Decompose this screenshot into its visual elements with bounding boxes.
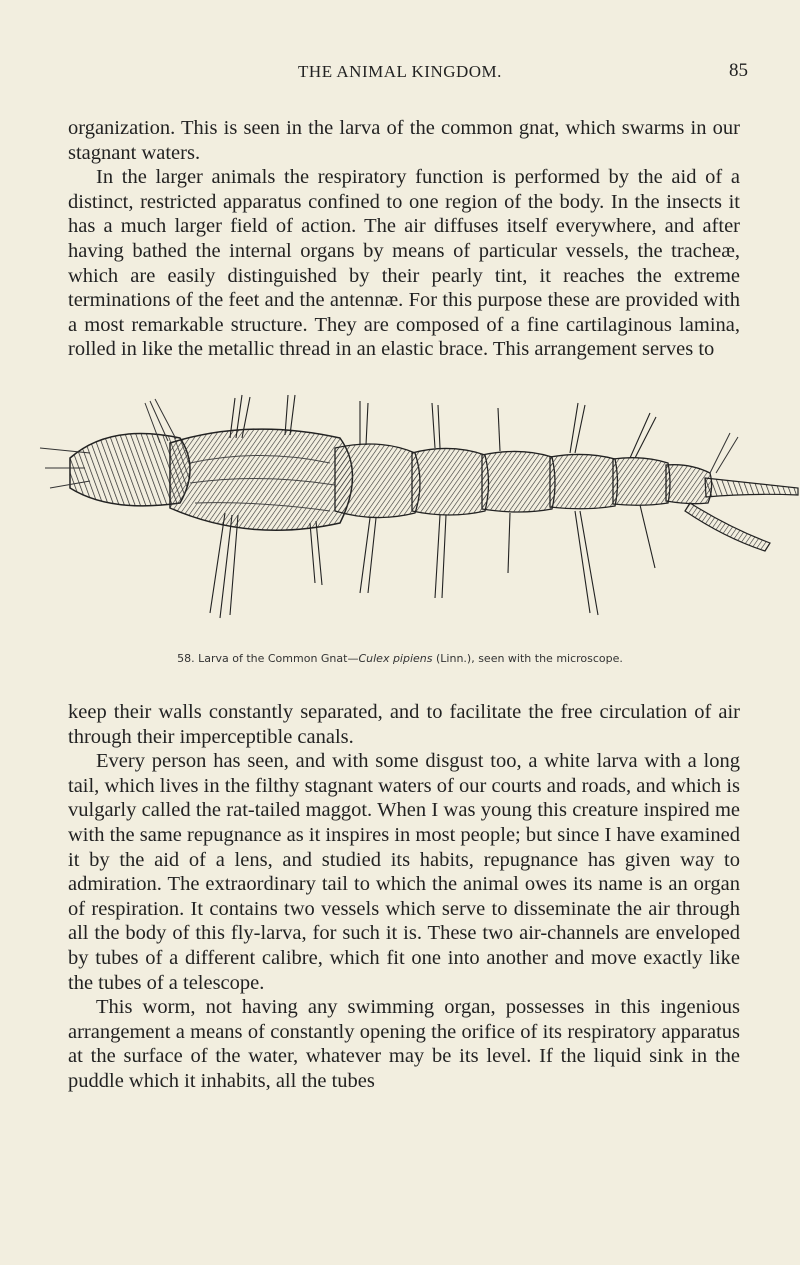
- larva-abdomen: [335, 444, 712, 518]
- larva-head: [40, 399, 190, 506]
- running-title: THE ANIMAL KINGDOM.: [298, 62, 502, 81]
- paragraph: This worm, not having any swimming organ, possesses in this ingenious arrangement a means of constantly opening the orifice of its respiratory apparatus at the surface of the water, whatever may be its level. If the liquid sink in the puddle which it inhabits, all the tubes: [68, 996, 740, 1092]
- caption-suffix: (Linn.), seen with the microscope.: [432, 652, 623, 665]
- larva-thorax: [170, 429, 353, 530]
- running-head: [0, 62, 800, 86]
- text-block-bottom: [68, 700, 740, 1094]
- caption-species: Culex pipiens: [358, 652, 433, 665]
- text-block-top: [68, 116, 740, 362]
- page-number: 85: [729, 60, 748, 81]
- paragraph: In the larger animals the respiratory function is performed by the aid of a distinct, restricted apparatus confined to one region of the body. In the insects it has a much larger field of action. The air diffuses itself everywhere, and after having bathed the internal organs by means of particular vessels, the tracheæ, which are easily distinguished by their pearly tint, it reaches the extreme terminations of the feet and the antennæ. For this purpose these are provided with a most remarkable structure. They are composed of a fine cartilaginous lamina, rolled in like the metallic thread in an elastic brace. This arrangement serves to: [68, 166, 740, 361]
- paragraph: keep their walls constantly separated, and to facilitate the free circulation of air through their imperceptible canals.: [68, 701, 740, 748]
- paragraph: Every person has seen, and with some disgust too, a white larva with a long tail, which lives in the filthy stagnant waters of our courts and roads, and which is vulgarly called the rat-tailed maggot. When I was young this creature inspired me with the same repugnance as it inspires in most people; but since I have examined it by the aid of a lens, and studied its habits, repugnance has given way to admiration. The extraordinary tail to which the animal owes its name is an organ of respiration. It contains two vessels which serve to disseminate the air through all the body of this fly-larva, for such it is. These two air-channels are enveloped by tubes of a different calibre, which fit one into another and move exactly like the tubes of a telescope.: [68, 750, 740, 994]
- paragraph: organization. This is seen in the larva of the common gnat, which swarms in our stagnant waters.: [68, 117, 740, 164]
- gnat-larva-illustration: [30, 393, 800, 643]
- figure-caption: [0, 652, 800, 665]
- caption-prefix: 58. Larva of the Common Gnat—: [177, 652, 359, 665]
